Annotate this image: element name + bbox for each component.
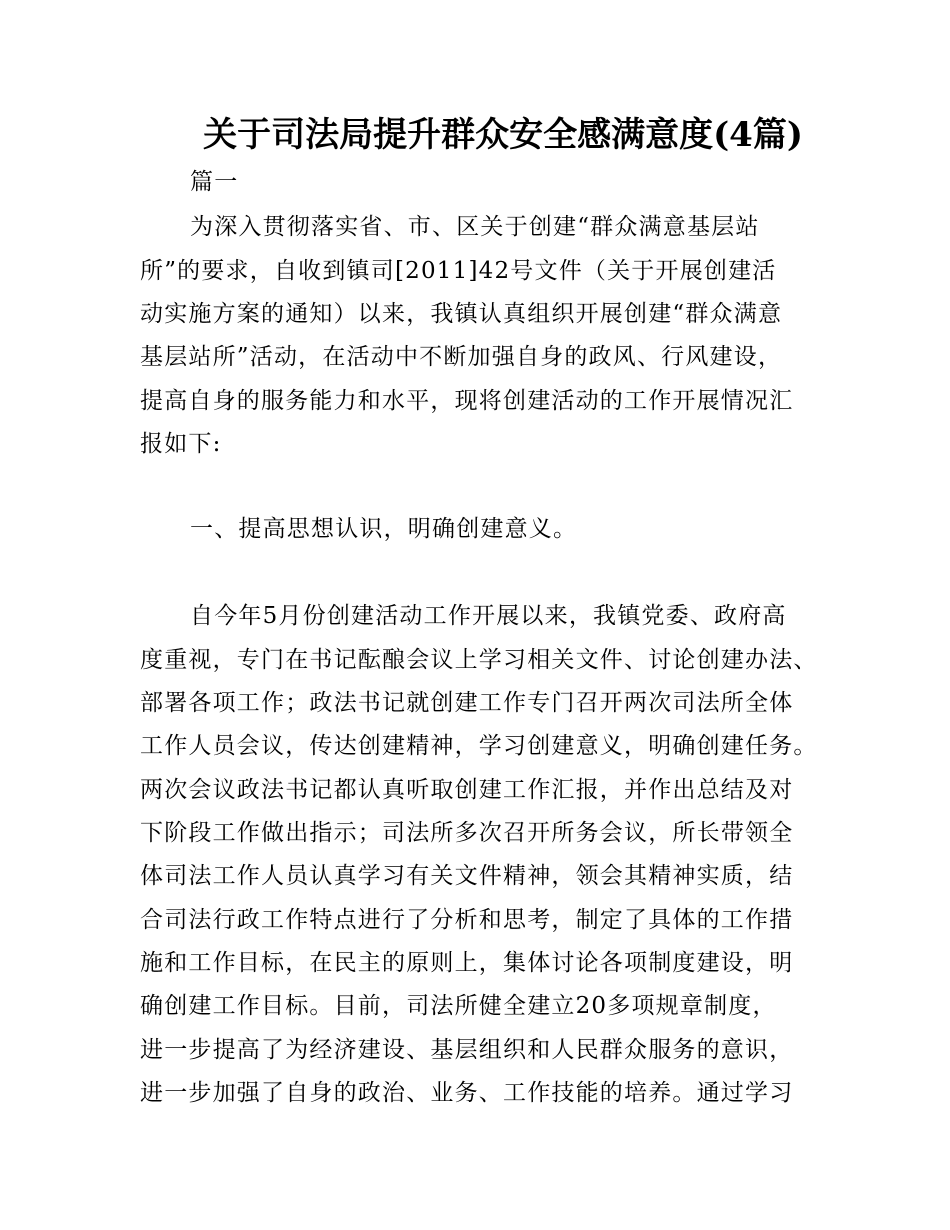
paragraph1-line-2: 所”的要求，自收到镇司[2011]42号文件（关于开展创建活 — [140, 258, 777, 284]
paragraph2-line-10: 确创建工作目标。目前，司法所健全建立20多项规章制度， — [140, 993, 777, 1019]
section-heading-1: 一、提高思想认识，明确创建意义。 — [190, 516, 578, 542]
paragraph2-line-12: 进一步加强了自身的政治、业务、工作技能的培养。通过学习 — [140, 1080, 794, 1106]
paragraph1-line-1: 为深入贯彻落实省、市、区关于创建“群众满意基层站 — [190, 214, 760, 240]
paragraph2-line-5: 两次会议政法书记都认真听取创建工作汇报，并作出总结及对 — [140, 777, 794, 803]
paragraph2-line-4: 工作人员会议，传达创建精神，学习创建意义，明确创建任务。 — [140, 733, 818, 759]
paragraph2-line-2: 度重视，专门在书记酝酿会议上学习相关文件、讨论创建办法、 — [140, 647, 818, 673]
paragraph2-line-1: 自今年5月份创建活动工作开展以来，我镇党委、政府高 — [190, 603, 787, 629]
paragraph2-line-6: 下阶段工作做出指示；司法所多次召开所务会议，所长带领全 — [140, 820, 794, 846]
paragraph1-line-6: 报如下: — [140, 431, 222, 457]
paragraph1-line-5: 提高自身的服务能力和水平，现将创建活动的工作开展情况汇 — [140, 388, 794, 414]
section-label: 篇一 — [190, 169, 239, 195]
paragraph2-line-3: 部署各项工作；政法书记就创建工作专门召开两次司法所全体 — [140, 690, 794, 716]
paragraph2-line-7: 体司法工作人员认真学习有关文件精神，领会其精神实质，结 — [140, 863, 794, 889]
document-title: 关于司法局提升群众安全感满意度(4篇) — [203, 115, 803, 155]
paragraph2-line-11: 进一步提高了为经济建设、基层组织和人民群众服务的意识， — [140, 1037, 794, 1063]
paragraph2-line-9: 施和工作目标，在民主的原则上，集体讨论各项制度建设，明 — [140, 950, 794, 976]
paragraph2-line-8: 合司法行政工作特点进行了分析和思考，制定了具体的工作措 — [140, 907, 794, 933]
paragraph1-line-3: 动实施方案的通知）以来，我镇认真组织开展创建“群众满意 — [140, 301, 783, 327]
paragraph1-line-4: 基层站所”活动，在活动中不断加强自身的政风、行风建设， — [140, 344, 783, 370]
